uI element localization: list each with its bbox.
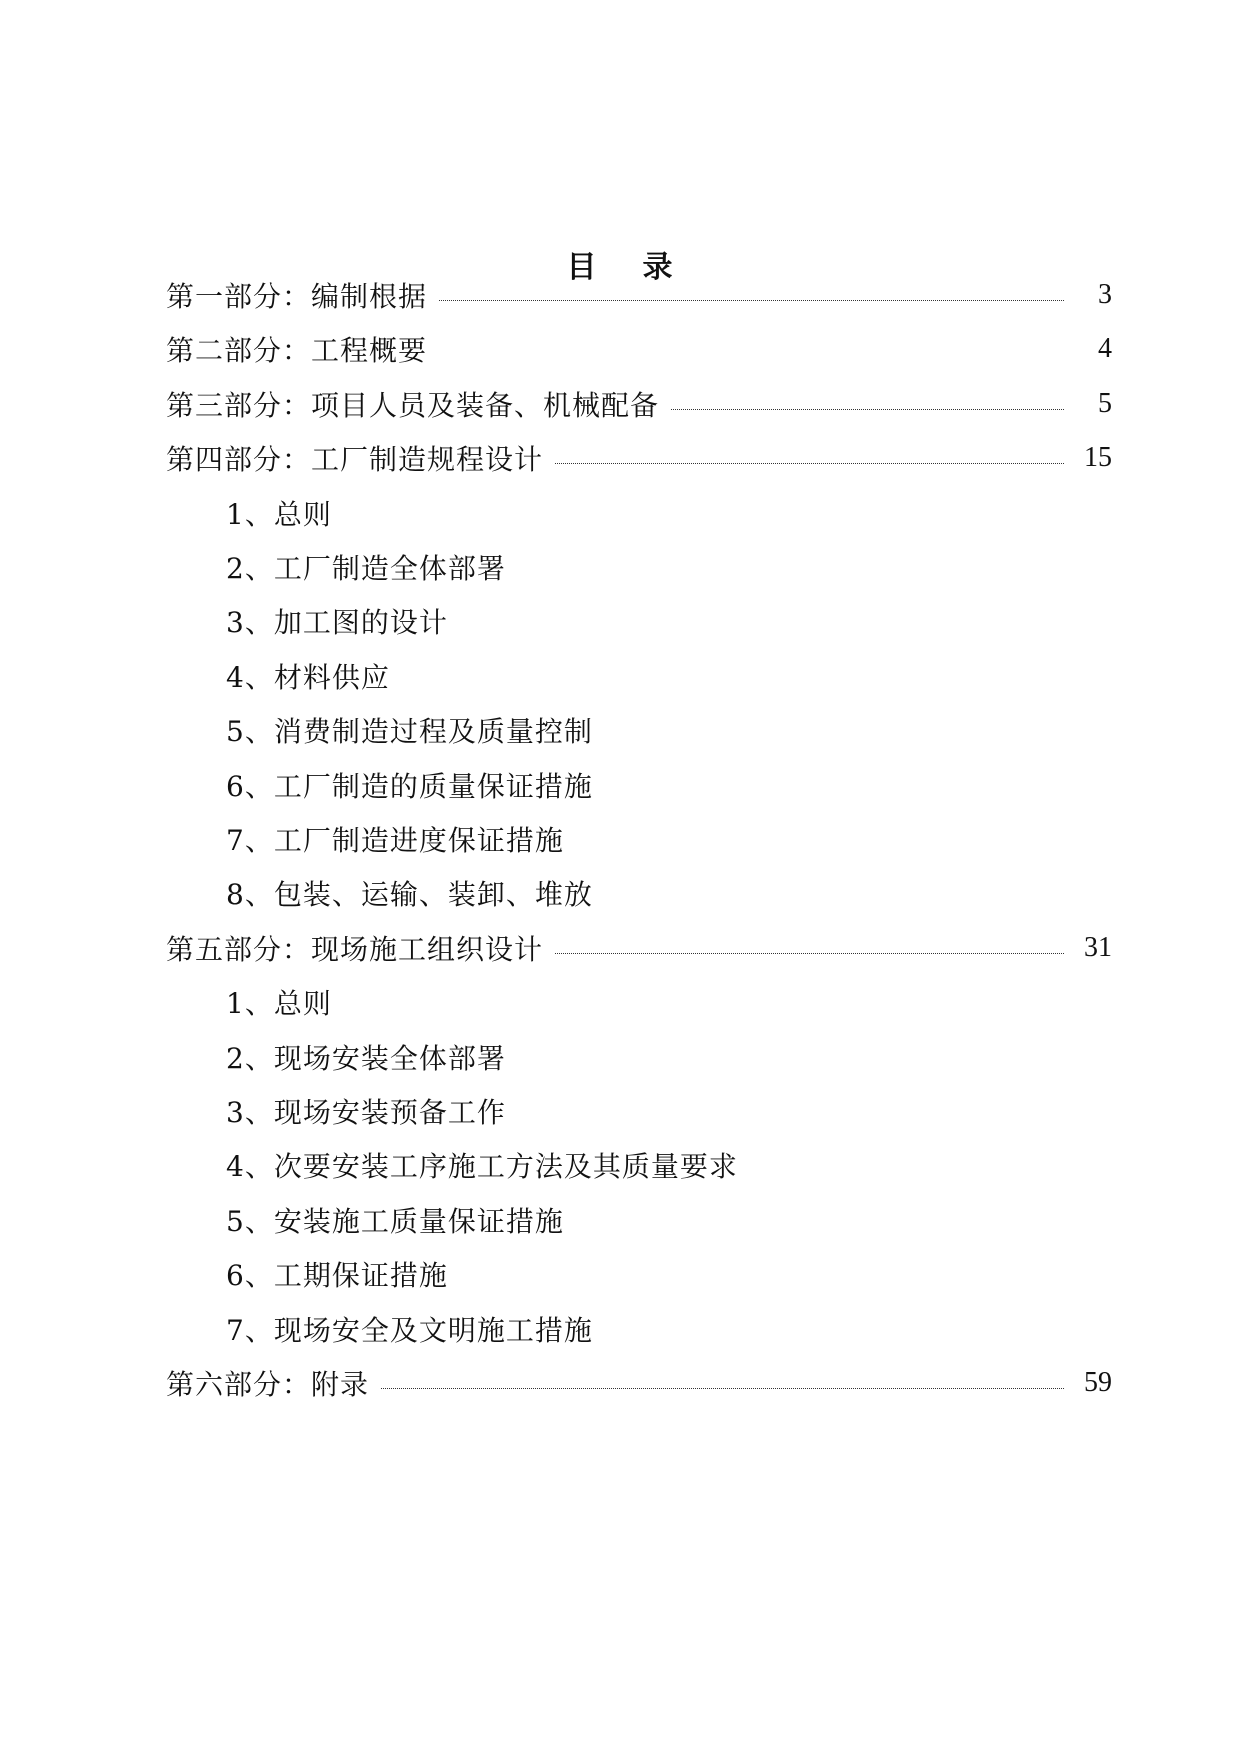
toc-entry-label: 第四部分：工厂制造规程设计 xyxy=(166,443,544,476)
toc-entry-label: 5、消费制造过程及质量控制 xyxy=(226,715,593,748)
toc-sub-entry xyxy=(226,1254,1106,1294)
toc-entry-label: 2、工厂制造全体部署 xyxy=(226,552,506,585)
dot-leader xyxy=(439,300,1064,301)
toc-entry-label: 第三部分：项目人员及装备、机械配备 xyxy=(166,389,660,422)
toc-entry-label: 第六部分：附录 xyxy=(166,1368,370,1401)
toc-sub-entry xyxy=(226,601,1106,641)
toc-page-number: 4 xyxy=(1098,333,1112,364)
toc-entry-label: 4、次要安装工序施工方法及其质量要求 xyxy=(226,1150,738,1183)
toc-part-entry xyxy=(166,438,1112,478)
toc-sub-entry xyxy=(226,656,1106,696)
toc-entry-label: 1、总则 xyxy=(226,987,332,1020)
toc-sub-entry xyxy=(226,547,1106,587)
toc-entry-label: 7、现场安全及文明施工措施 xyxy=(226,1314,593,1347)
toc-part-entry xyxy=(166,384,1112,424)
toc-entry-label: 5、安装施工质量保证措施 xyxy=(226,1205,564,1238)
toc-entry-label: 6、工期保证措施 xyxy=(226,1259,448,1292)
toc-page-number: 59 xyxy=(1084,1367,1112,1398)
toc-entry-label: 第二部分：工程概要 xyxy=(166,334,428,367)
toc-entry-label: 8、包装、运输、装卸、堆放 xyxy=(226,878,593,911)
toc-sub-entry xyxy=(226,1200,1106,1240)
toc-sub-entry xyxy=(226,873,1106,913)
toc-sub-entry xyxy=(226,1037,1106,1077)
toc-sub-entry xyxy=(226,493,1106,533)
toc-part-entry xyxy=(166,329,1112,369)
toc-sub-entry xyxy=(226,1145,1106,1185)
title-char-right: 录 xyxy=(642,250,675,285)
toc-entry-label: 3、现场安装预备工作 xyxy=(226,1096,506,1129)
dot-leader xyxy=(381,1388,1064,1389)
dot-leader xyxy=(555,953,1064,954)
toc-entry-label: 第五部分：现场施工组织设计 xyxy=(166,933,544,966)
toc-part-entry xyxy=(166,928,1112,968)
toc-sub-entry xyxy=(226,1091,1106,1131)
toc-entry-label: 6、工厂制造的质量保证措施 xyxy=(226,770,593,803)
title-char-left: 目 xyxy=(566,250,599,285)
toc-entry-label: 2、现场安装全体部署 xyxy=(226,1042,506,1075)
dot-leader xyxy=(671,409,1064,410)
toc-entry-label: 1、总则 xyxy=(226,498,332,531)
toc-entry-label: 第一部分：编制根据 xyxy=(166,280,428,313)
toc-sub-entry xyxy=(226,982,1106,1022)
toc-page-number: 5 xyxy=(1098,388,1112,419)
dot-leader xyxy=(555,463,1064,464)
toc-sub-entry xyxy=(226,819,1106,859)
toc-sub-entry xyxy=(226,710,1106,750)
toc-page-number: 3 xyxy=(1098,279,1112,310)
toc-entry-label: 7、工厂制造进度保证措施 xyxy=(226,824,564,857)
toc-sub-entry xyxy=(226,765,1106,805)
toc-part-entry xyxy=(166,1363,1112,1403)
toc-entry-label: 3、加工图的设计 xyxy=(226,606,448,639)
toc-sub-entry xyxy=(226,1309,1106,1349)
toc-page-number: 15 xyxy=(1084,442,1112,473)
toc-entry-label: 4、材料供应 xyxy=(226,661,390,694)
toc-part-entry xyxy=(166,275,1112,315)
toc-page-number: 31 xyxy=(1084,932,1112,963)
